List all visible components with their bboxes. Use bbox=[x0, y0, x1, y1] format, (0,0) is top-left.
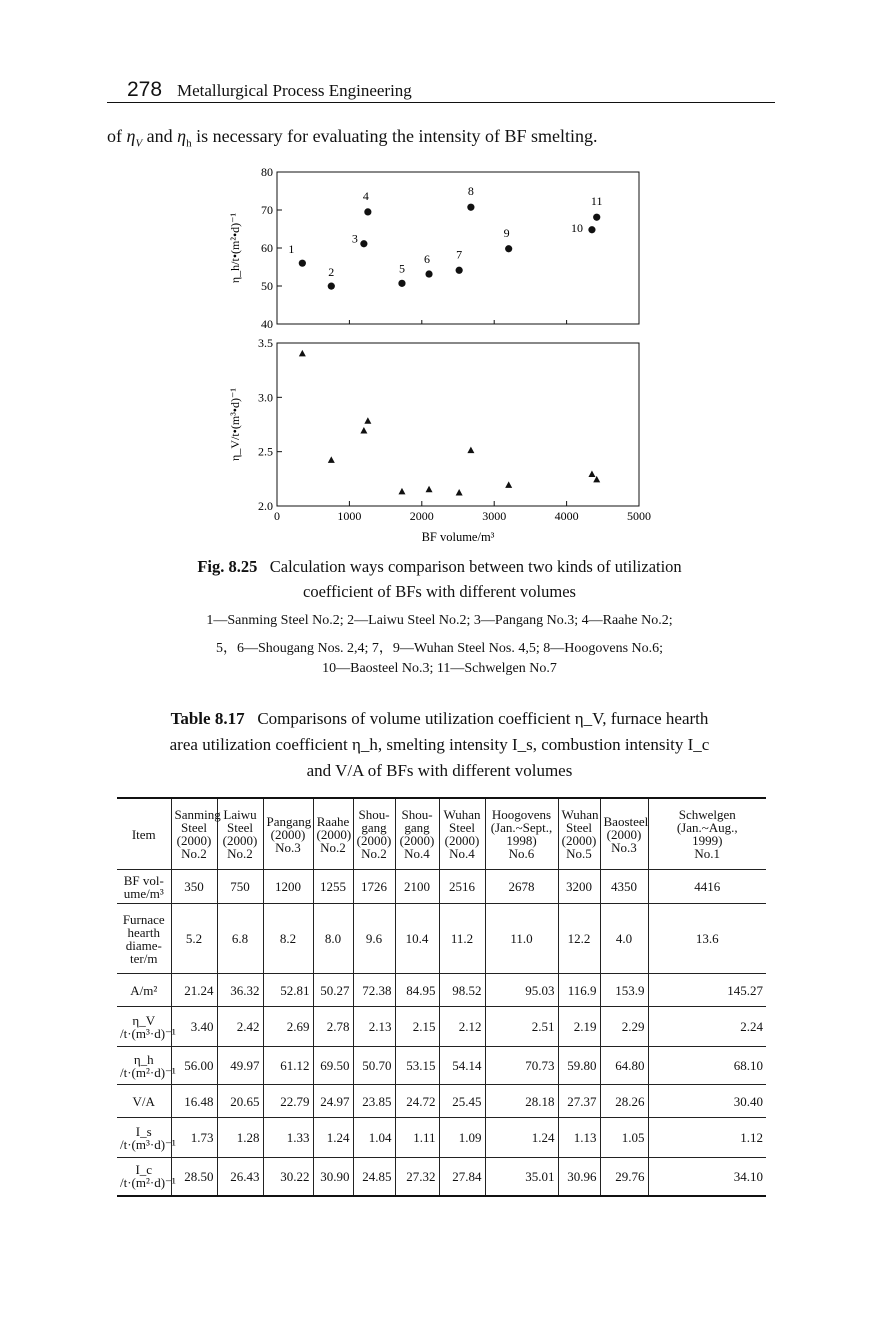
table-cell: 153.9 bbox=[600, 974, 648, 1007]
data-point-triangle bbox=[299, 350, 306, 357]
column-header-line: Wuhan bbox=[443, 807, 481, 822]
table-cell: 95.03 bbox=[485, 974, 558, 1007]
table-cell: 350 bbox=[171, 870, 217, 904]
table-cell: 36.32 bbox=[217, 974, 263, 1007]
table-row bbox=[117, 904, 766, 974]
table-cell: 2.42 bbox=[217, 1007, 263, 1047]
table-cell: 1.05 bbox=[600, 1118, 648, 1158]
row-label-line: η_h bbox=[133, 1051, 154, 1067]
row-label-line: ter/m bbox=[130, 950, 158, 966]
table-cell: 2678 bbox=[485, 870, 558, 904]
page-number: 278 bbox=[127, 78, 163, 101]
table-row bbox=[117, 1007, 766, 1047]
column-header-line: 1998) bbox=[506, 833, 537, 848]
data-point-circle bbox=[593, 214, 600, 221]
column-header-line: No.1 bbox=[694, 846, 721, 861]
table-cell: 1.24 bbox=[485, 1118, 558, 1158]
column-header-line: (2000) bbox=[399, 833, 435, 848]
column-header-line: No.2 bbox=[320, 839, 346, 855]
table-cell: 2.13 bbox=[353, 1007, 395, 1047]
table-cell: 69.50 bbox=[313, 1047, 353, 1085]
column-header bbox=[263, 798, 313, 870]
point-label: 3 bbox=[351, 231, 358, 246]
figure-number: Fig. 8.25 bbox=[197, 557, 258, 576]
column-header-line: Sanming bbox=[174, 807, 221, 822]
item-header: Item bbox=[117, 798, 171, 870]
table-cell: 61.12 bbox=[263, 1047, 313, 1085]
table-cell: 10.4 bbox=[395, 904, 439, 974]
column-header-line: No.2 bbox=[361, 846, 387, 861]
data-point-circle bbox=[425, 270, 432, 277]
data-point-circle bbox=[505, 245, 512, 252]
table-number: Table 8.17 bbox=[170, 709, 245, 728]
point-label: 2 bbox=[328, 265, 335, 280]
column-header bbox=[217, 798, 263, 870]
table-cell: 2.51 bbox=[485, 1007, 558, 1047]
column-header bbox=[485, 798, 558, 870]
row-label-line: /t·(m²·d)⁻¹ bbox=[120, 1175, 176, 1191]
data-point-triangle bbox=[456, 489, 463, 496]
data-point-triangle bbox=[588, 470, 595, 477]
row-label bbox=[117, 974, 171, 1007]
row-label bbox=[117, 1085, 171, 1118]
table-cell: 30.22 bbox=[263, 1158, 313, 1196]
column-header-line: No.2 bbox=[227, 846, 253, 861]
column-header-line: Shou- bbox=[401, 807, 433, 822]
data-point-circle bbox=[299, 260, 306, 267]
intro-prefix: of bbox=[107, 126, 127, 146]
bottom-xtick-label: 1000 bbox=[337, 509, 362, 523]
table-cell: 2.19 bbox=[558, 1007, 600, 1047]
row-label-line: I_c bbox=[135, 1162, 153, 1178]
column-header-line: (2000) bbox=[444, 833, 480, 848]
row-label bbox=[117, 904, 171, 974]
figure-scatter-plots bbox=[200, 165, 660, 555]
table-cell: 56.00 bbox=[171, 1047, 217, 1085]
column-header bbox=[558, 798, 600, 870]
table-cell: 30.96 bbox=[558, 1158, 600, 1196]
figure-caption-line2: coefficient of BFs with different volumes bbox=[303, 582, 576, 601]
column-header-line: No.5 bbox=[566, 846, 592, 861]
row-label bbox=[117, 1158, 176, 1196]
table-row bbox=[117, 974, 766, 1007]
eta-h-symbol: η bbox=[177, 126, 187, 146]
book-title: Metallurgical Process Engineering bbox=[177, 81, 412, 100]
bottom-ytick-label: 3.5 bbox=[258, 336, 273, 350]
column-header-line: No.4 bbox=[449, 846, 475, 861]
data-point-triangle bbox=[360, 427, 367, 434]
table-cell: 2.78 bbox=[313, 1007, 353, 1047]
table-title-line3: and V/A of BFs with different volumes bbox=[306, 761, 573, 780]
table-cell: 9.6 bbox=[353, 904, 395, 974]
table-cell: 6.8 bbox=[217, 904, 263, 974]
column-header-line: Pangang bbox=[266, 813, 312, 829]
table-cell: 1200 bbox=[263, 870, 313, 904]
table-cell: 3200 bbox=[558, 870, 600, 904]
table-row bbox=[117, 870, 766, 904]
bottom-y-axis-label: η_V/t•(m³•d)⁻¹ bbox=[228, 388, 242, 461]
table-cell: 24.97 bbox=[313, 1085, 353, 1118]
column-header-line: Schwelgen bbox=[678, 807, 736, 822]
table-cell: 1.13 bbox=[558, 1118, 600, 1158]
top-ytick-label: 70 bbox=[261, 203, 273, 217]
column-header-line: (Jan.~Sept., bbox=[490, 820, 553, 835]
eta-v-chart bbox=[228, 336, 651, 544]
row-label-line: Furnace bbox=[122, 911, 165, 927]
column-header-line: (2000) bbox=[270, 826, 306, 842]
table-cell: 20.65 bbox=[217, 1085, 263, 1118]
table-cell: 54.14 bbox=[439, 1047, 485, 1085]
row-label-line: diame- bbox=[125, 937, 162, 953]
table-cell: 1.28 bbox=[217, 1118, 263, 1158]
point-label: 9 bbox=[503, 225, 510, 240]
table-cell: 1726 bbox=[353, 870, 395, 904]
column-header-line: No.6 bbox=[508, 846, 535, 861]
eta-h-chart bbox=[228, 165, 639, 331]
row-label-line: A/m² bbox=[130, 982, 158, 998]
table-cell: 145.27 bbox=[648, 974, 766, 1007]
column-header-line: Hoogovens bbox=[491, 807, 552, 822]
point-label: 4 bbox=[362, 188, 369, 203]
bottom-xtick-label: 5000 bbox=[627, 509, 651, 523]
table-cell: 50.27 bbox=[313, 974, 353, 1007]
table-cell: 25.45 bbox=[439, 1085, 485, 1118]
data-point-triangle bbox=[328, 456, 335, 463]
data-point-triangle bbox=[364, 417, 371, 424]
column-header-line: Steel bbox=[227, 820, 253, 835]
table-cell: 1.33 bbox=[263, 1118, 313, 1158]
table-cell: 68.10 bbox=[648, 1047, 766, 1085]
table-cell: 28.26 bbox=[600, 1085, 648, 1118]
row-label-line: V/A bbox=[132, 1093, 155, 1109]
table-cell: 59.80 bbox=[558, 1047, 600, 1085]
table-cell: 53.15 bbox=[395, 1047, 439, 1085]
table-cell: 28.18 bbox=[485, 1085, 558, 1118]
point-label: 1 bbox=[288, 242, 295, 257]
column-header bbox=[313, 798, 353, 870]
table-cell: 1.24 bbox=[313, 1118, 353, 1158]
data-point-triangle bbox=[398, 488, 405, 495]
table-cell: 4416 bbox=[648, 870, 766, 904]
table-cell: 28.50 bbox=[171, 1158, 217, 1196]
running-header bbox=[107, 78, 775, 103]
table-row bbox=[117, 1158, 766, 1196]
table-body bbox=[117, 870, 766, 1196]
point-label: 8 bbox=[467, 184, 474, 199]
eta-v-subscript: V bbox=[135, 137, 143, 150]
table-cell: 34.10 bbox=[648, 1158, 766, 1196]
bottom-xtick-label: 2000 bbox=[409, 509, 434, 523]
top-ytick-label: 80 bbox=[261, 165, 273, 179]
table-cell: 2516 bbox=[439, 870, 485, 904]
table-cell: 2100 bbox=[395, 870, 439, 904]
table-cell: 26.43 bbox=[217, 1158, 263, 1196]
row-label bbox=[117, 1118, 176, 1158]
table-row bbox=[117, 1047, 766, 1085]
column-header-line: Raahe bbox=[316, 813, 350, 829]
point-label: 7 bbox=[456, 247, 463, 262]
table-cell: 5.2 bbox=[171, 904, 217, 974]
table-header-row bbox=[117, 798, 766, 870]
row-label-line: I_s bbox=[135, 1123, 152, 1139]
eta-v-symbol: η bbox=[126, 126, 136, 146]
table-cell: 750 bbox=[217, 870, 263, 904]
table-cell: 1.12 bbox=[648, 1118, 766, 1158]
table-cell: 52.81 bbox=[263, 974, 313, 1007]
column-header-line: (2000) bbox=[561, 833, 597, 848]
figure-legend-line1: 1—Sanming Steel No.2; 2—Laiwu Steel No.2; 3—Pangang No.3; 4—Raahe No.2; bbox=[206, 613, 673, 628]
table-cell: 23.85 bbox=[353, 1085, 395, 1118]
table-cell: 8.0 bbox=[313, 904, 353, 974]
table-cell: 1255 bbox=[313, 870, 353, 904]
top-ytick-label: 50 bbox=[261, 279, 273, 293]
column-header-line: No.3 bbox=[275, 839, 301, 855]
column-header-line: (2000) bbox=[176, 833, 212, 848]
point-label: 5 bbox=[398, 261, 405, 276]
table-cell: 70.73 bbox=[485, 1047, 558, 1085]
column-header bbox=[648, 798, 766, 870]
row-label-line: BF vol- bbox=[123, 872, 164, 888]
table-cell: 27.37 bbox=[558, 1085, 600, 1118]
table-cell: 11.2 bbox=[439, 904, 485, 974]
table-cell: 13.6 bbox=[648, 904, 766, 974]
x-axis-label: BF volume/m³ bbox=[421, 530, 495, 544]
table-cell: 98.52 bbox=[439, 974, 485, 1007]
table-cell: 1.73 bbox=[171, 1118, 217, 1158]
row-label-line: ume/m³ bbox=[123, 885, 164, 901]
table-cell: 1.09 bbox=[439, 1118, 485, 1158]
column-header-line: No.2 bbox=[181, 846, 207, 861]
point-label: 11 bbox=[590, 194, 603, 209]
bottom-ytick-label: 2.5 bbox=[258, 444, 273, 459]
column-header-line: (Jan.~Aug., bbox=[676, 820, 738, 835]
intro-suffix: is necessary for evaluating the intensity of BF smelting. bbox=[191, 126, 598, 146]
table-cell: 2.15 bbox=[395, 1007, 439, 1047]
column-header-line: gang bbox=[404, 820, 430, 835]
table-cell: 30.90 bbox=[313, 1158, 353, 1196]
table-cell: 21.24 bbox=[171, 974, 217, 1007]
table-cell: 64.80 bbox=[600, 1047, 648, 1085]
table-cell: 8.2 bbox=[263, 904, 313, 974]
table-cell: 49.97 bbox=[217, 1047, 263, 1085]
top-ytick-label: 60 bbox=[261, 241, 273, 255]
table-cell: 2.29 bbox=[600, 1007, 648, 1047]
table-cell: 1.11 bbox=[395, 1118, 439, 1158]
data-point-triangle bbox=[467, 447, 474, 454]
row-label-line: η_V bbox=[132, 1012, 156, 1028]
table-cell: 35.01 bbox=[485, 1158, 558, 1196]
intro-and: and bbox=[142, 126, 178, 146]
column-header-line: Baosteel bbox=[603, 813, 649, 829]
table-cell: 2.69 bbox=[263, 1007, 313, 1047]
bottom-xtick-label: 3000 bbox=[482, 509, 507, 523]
figure-legend-line2: 5，6—Shougang Nos. 2,4; 7，9—Wuhan Steel Nos. 4,5; 8—Hoogovens No.6; bbox=[215, 641, 664, 656]
data-point-circle bbox=[328, 283, 335, 290]
table-cell: 27.32 bbox=[395, 1158, 439, 1196]
figure-legend-line3: 10—Baosteel No.3; 11—Schwelgen No.7 bbox=[322, 661, 557, 676]
column-header-line: Steel bbox=[566, 820, 592, 835]
row-label bbox=[117, 1007, 176, 1047]
table-title-line2: area utilization coefficient η_h, smelting intensity I_s, combustion intensity I_c bbox=[169, 735, 710, 754]
table-cell: 72.38 bbox=[353, 974, 395, 1007]
data-point-circle bbox=[364, 208, 371, 215]
bottom-ytick-label: 2.0 bbox=[258, 499, 273, 513]
top-ytick-label: 40 bbox=[261, 317, 273, 331]
column-header-line: (2000) bbox=[222, 833, 258, 848]
column-header-line: Steel bbox=[449, 820, 475, 835]
table-cell: 24.85 bbox=[353, 1158, 395, 1196]
column-header-line: 1999) bbox=[692, 833, 723, 848]
row-label bbox=[117, 870, 171, 904]
column-header-line: Steel bbox=[181, 820, 207, 835]
column-header bbox=[395, 798, 439, 870]
table-cell: 4350 bbox=[600, 870, 648, 904]
column-header-line: (2000) bbox=[356, 833, 392, 848]
column-header-line: (2000) bbox=[606, 826, 642, 842]
column-header bbox=[600, 798, 648, 870]
table-cell: 3.40 bbox=[171, 1007, 217, 1047]
row-label-line: /t·(m³·d)⁻¹ bbox=[120, 1025, 176, 1041]
table-cell: 4.0 bbox=[600, 904, 648, 974]
table-cell: 30.40 bbox=[648, 1085, 766, 1118]
point-label: 10 bbox=[570, 220, 583, 235]
data-point-circle bbox=[467, 204, 474, 211]
row-label bbox=[117, 1047, 176, 1085]
table-row bbox=[117, 1085, 766, 1118]
row-label-line: /t·(m²·d)⁻¹ bbox=[120, 1064, 176, 1080]
column-header-line: Shou- bbox=[358, 807, 390, 822]
column-header-line: gang bbox=[361, 820, 387, 835]
column-header-line: No.4 bbox=[404, 846, 430, 861]
column-header bbox=[353, 798, 395, 870]
column-header bbox=[171, 798, 221, 870]
top-y-axis-label: η_h/t•(m²•d)⁻¹ bbox=[228, 212, 242, 284]
table-cell: 50.70 bbox=[353, 1047, 395, 1085]
point-label: 6 bbox=[424, 252, 431, 267]
bottom-ytick-label: 3.0 bbox=[258, 390, 273, 405]
data-point-circle bbox=[456, 267, 463, 274]
table-title-line1 bbox=[100, 709, 779, 729]
eta-h-subscript: h bbox=[186, 137, 192, 150]
table-cell: 84.95 bbox=[395, 974, 439, 1007]
table-cell: 24.72 bbox=[395, 1085, 439, 1118]
data-point-circle bbox=[398, 280, 405, 287]
row-label-line: hearth bbox=[127, 924, 160, 940]
bottom-plot-frame bbox=[277, 343, 639, 506]
figure-caption-text1: Calculation ways comparison between two kinds of utilization bbox=[269, 557, 682, 576]
column-header bbox=[439, 798, 485, 870]
data-point-triangle bbox=[426, 486, 433, 493]
table-cell: 2.12 bbox=[439, 1007, 485, 1047]
table-cell: 11.0 bbox=[485, 904, 558, 974]
table-row bbox=[117, 1118, 766, 1158]
table-cell: 16.48 bbox=[171, 1085, 217, 1118]
table-cell: 27.84 bbox=[439, 1158, 485, 1196]
column-header-line: No.3 bbox=[611, 839, 637, 855]
bottom-xtick-label: 0 bbox=[274, 509, 280, 523]
table-cell: 12.2 bbox=[558, 904, 600, 974]
column-header-line: (2000) bbox=[316, 826, 352, 842]
table-cell: 29.76 bbox=[600, 1158, 648, 1196]
table-cell: 2.24 bbox=[648, 1007, 766, 1047]
table-title-text1: Comparisons of volume utilization coefficient η_V, furnace hearth bbox=[257, 709, 709, 728]
table-cell: 22.79 bbox=[263, 1085, 313, 1118]
data-point-circle bbox=[360, 240, 367, 247]
bottom-xtick-label: 4000 bbox=[554, 509, 579, 523]
table-cell: 116.9 bbox=[558, 974, 600, 1007]
data-point-triangle bbox=[505, 481, 512, 488]
row-label-line: /t·(m³·d)⁻¹ bbox=[120, 1136, 176, 1152]
column-header-line: Wuhan bbox=[561, 807, 599, 822]
column-header-line: Laiwu bbox=[223, 807, 257, 822]
comparison-table bbox=[117, 797, 766, 1197]
data-point-circle bbox=[588, 226, 595, 233]
table-cell: 1.04 bbox=[353, 1118, 395, 1158]
figure-caption-line1 bbox=[100, 557, 779, 577]
intro-text bbox=[107, 126, 598, 150]
